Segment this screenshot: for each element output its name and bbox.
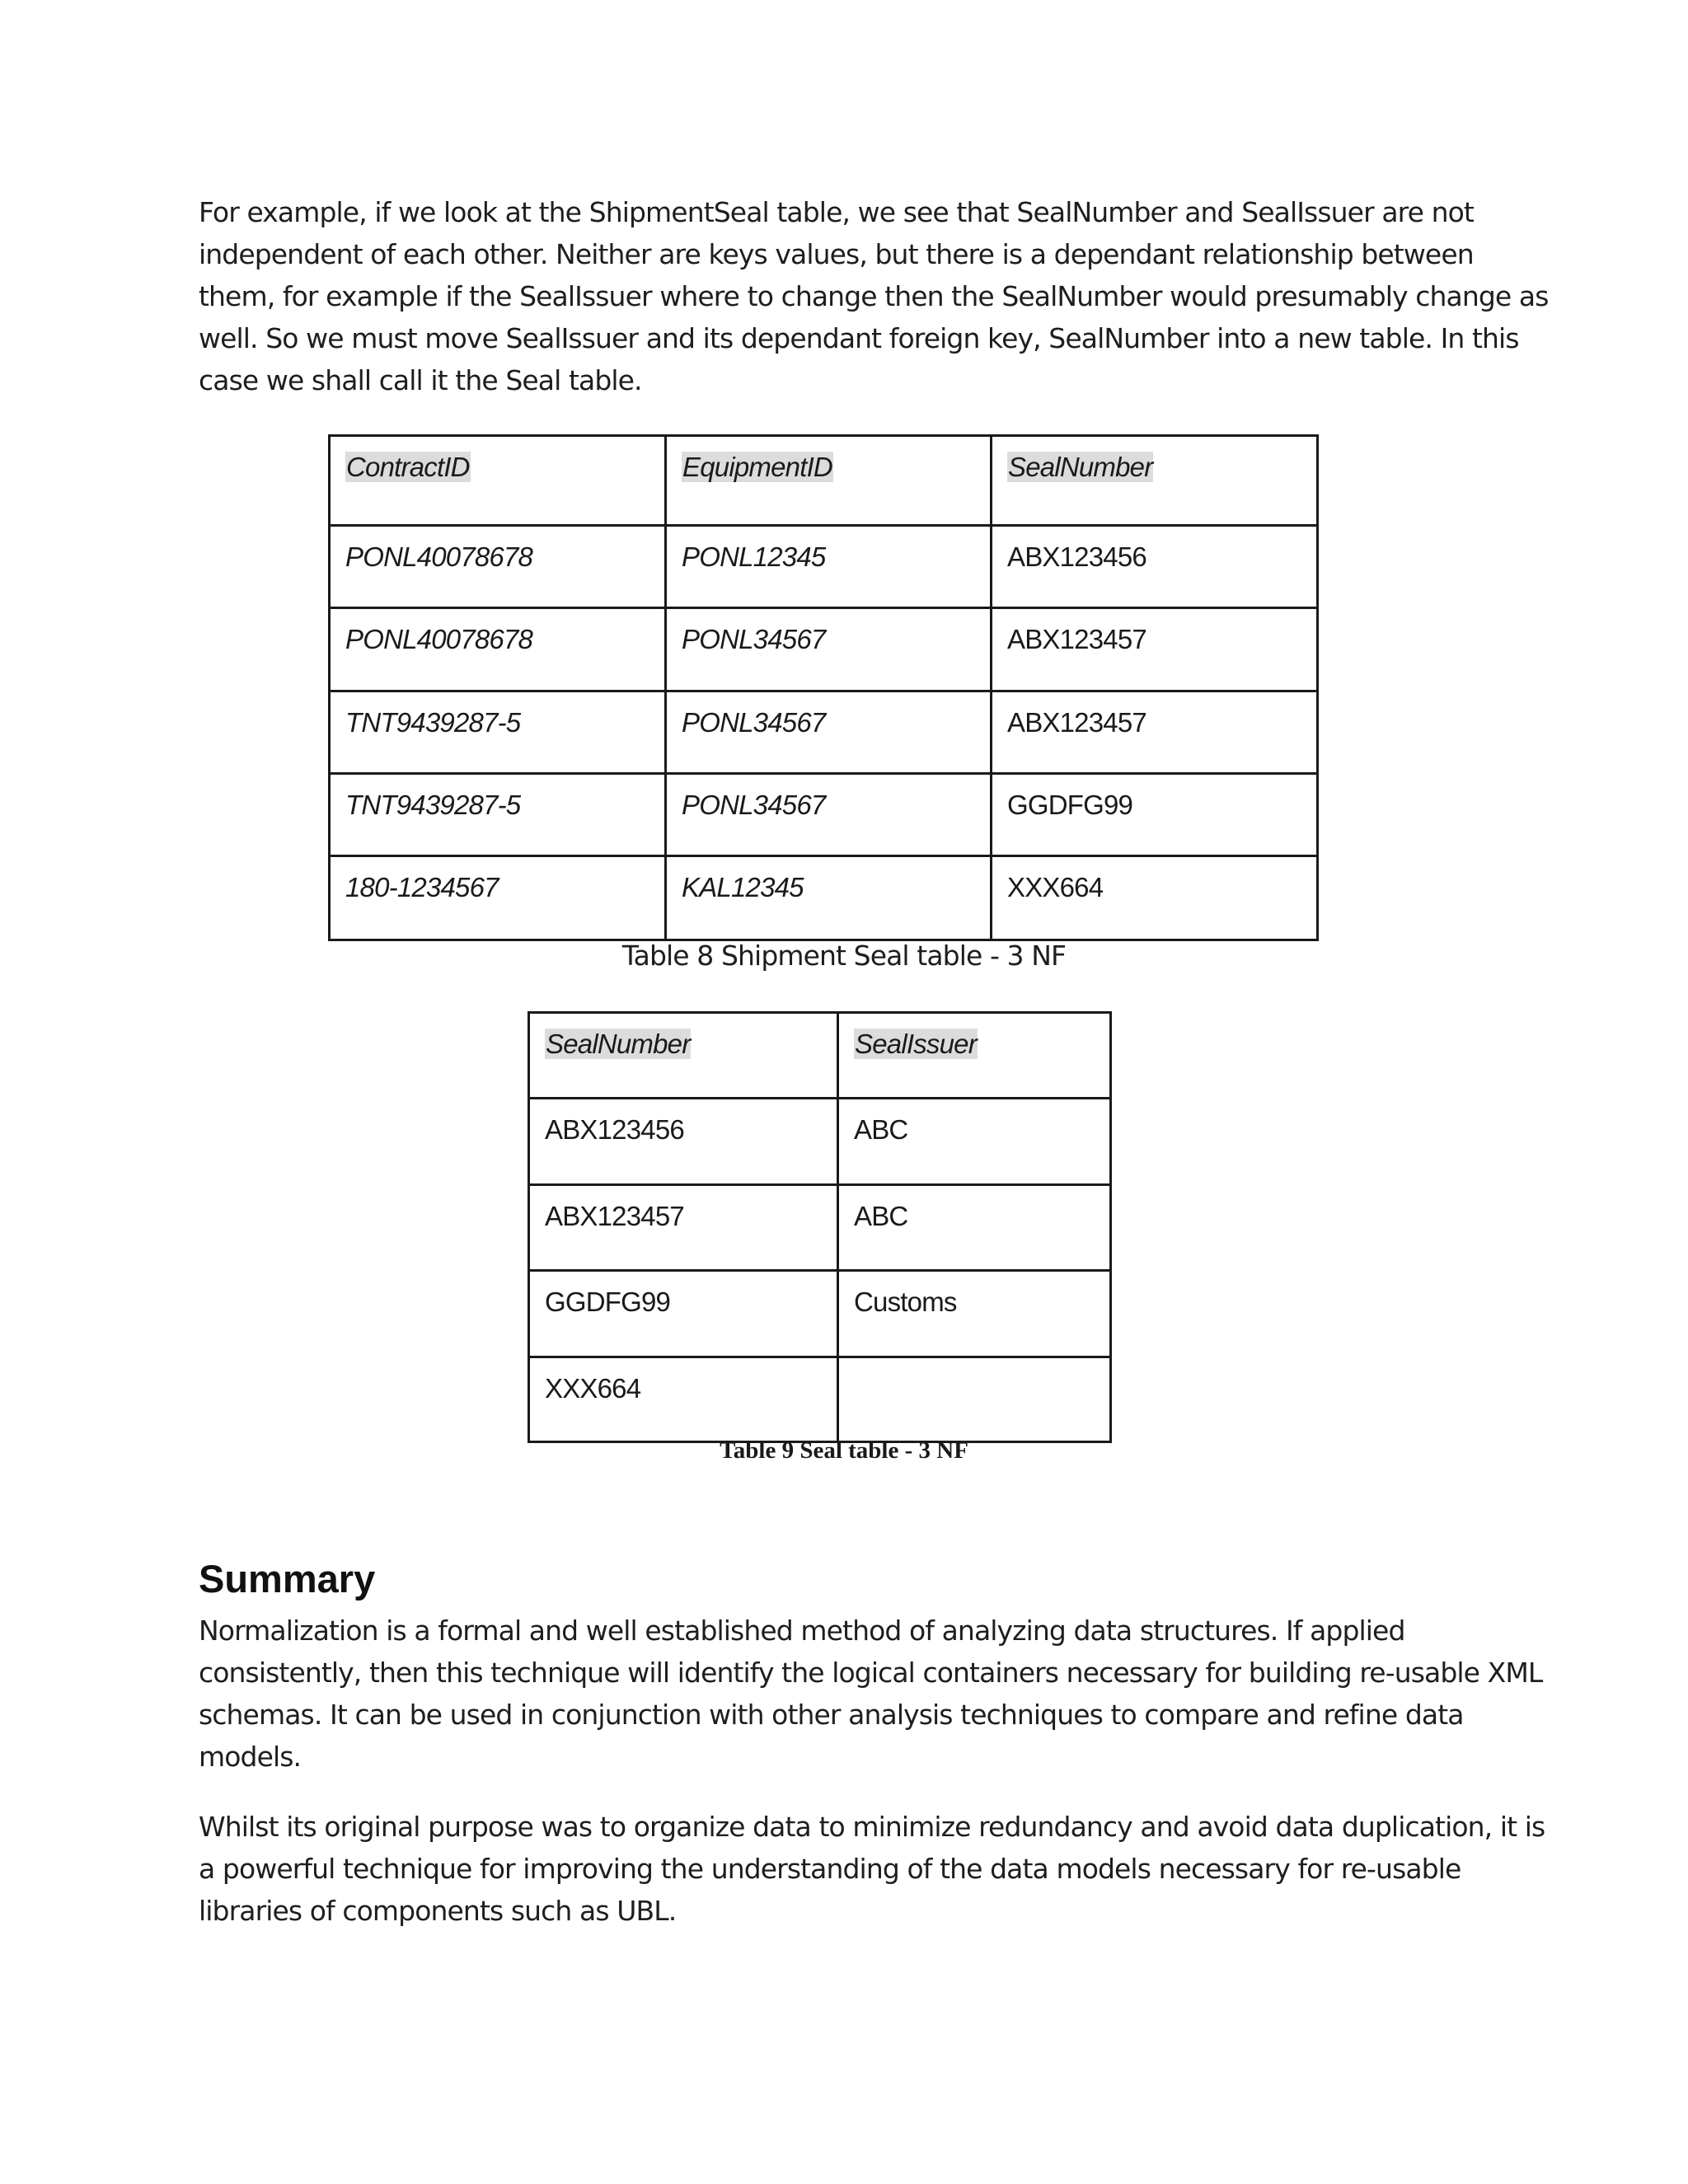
cell-seal-number: ABX123456 [529,1099,838,1185]
table-row [330,691,1318,774]
seal-table [528,1011,1112,1443]
cell-seal-issuer: ABC [838,1185,1111,1271]
summary-line: a powerful technique for improving the understanding of the data models necessary for re-usable [199,1853,1461,1885]
header-cell [330,436,666,526]
table-row [529,1357,1111,1442]
intro-line: them, for example if the SealIssuer where to change then the SealNumber would presumably change as [199,280,1549,312]
cell-equipment-id: KAL12345 [666,856,992,940]
intro-line: well. So we must move SealIssuer and its dependant foreign key, SealNumber into a new table. In this [199,322,1519,354]
intro-line: For example, if we look at the ShipmentSeal table, we see that SealNumber and SealIssuer are not [199,196,1474,228]
cell-seal-number: ABX123456 [992,526,1318,608]
cell-seal-issuer: Customs [838,1271,1111,1357]
table-row [330,856,1318,940]
header-cell [529,1013,838,1099]
table-8-caption: Table 8 Shipment Seal table - 3 NF [621,940,1067,972]
table-9-caption: Table 9 Seal table - 3 NF [720,1437,968,1464]
table-header-row [529,1013,1111,1099]
cell-contract-id: TNT9439287-5 [330,691,666,774]
shipment-seal-table [328,434,1319,941]
table-row [529,1099,1111,1185]
cell-contract-id: PONL40078678 [330,526,666,608]
table-row [529,1271,1111,1357]
header-cell [838,1013,1111,1099]
header-seal-number: SealNumber [1008,452,1153,482]
header-seal-number: SealNumber [546,1029,691,1059]
summary-heading: Summary [199,1557,376,1601]
cell-equipment-id: PONL34567 [666,691,992,774]
cell-contract-id: TNT9439287-5 [330,774,666,856]
summary-paragraph-2 [199,1806,1545,1932]
table-header-row [330,436,1318,526]
cell-seal-issuer [838,1357,1111,1442]
header-contract-id: ContractID [346,452,470,482]
intro-paragraph [199,191,1549,401]
header-seal-issuer: SealIssuer [855,1029,977,1059]
cell-equipment-id: PONL34567 [666,774,992,856]
header-cell [666,436,992,526]
cell-seal-number: GGDFG99 [529,1271,838,1357]
summary-line: consistently, then this technique will identify the logical containers necessary for building re-usable XML [199,1657,1543,1689]
table-row [330,526,1318,608]
header-cell [992,436,1318,526]
cell-seal-number: XXX664 [529,1357,838,1442]
intro-line: independent of each other. Neither are keys values, but there is a dependant relationship between [199,238,1474,270]
table-row [529,1185,1111,1271]
cell-seal-number: ABX123457 [529,1185,838,1271]
table-row [330,608,1318,691]
summary-line: libraries of components such as UBL. [199,1895,677,1927]
summary-line: schemas. It can be used in conjunction with other analysis techniques to compare and refine data [199,1699,1464,1731]
cell-contract-id: PONL40078678 [330,608,666,691]
cell-seal-number: GGDFG99 [992,774,1318,856]
summary-line: Normalization is a formal and well established method of analyzing data structures. If applied [199,1615,1405,1647]
cell-seal-number: XXX664 [992,856,1318,940]
header-equipment-id: EquipmentID [682,452,832,482]
table-row [330,774,1318,856]
intro-line: case we shall call it the Seal table. [199,364,642,396]
cell-contract-id: 180-1234567 [330,856,666,940]
cell-equipment-id: PONL12345 [666,526,992,608]
cell-seal-number: ABX123457 [992,691,1318,774]
summary-line: Whilst its original purpose was to organize data to minimize redundancy and avoid data duplication, it is [199,1811,1545,1843]
cell-seal-issuer: ABC [838,1099,1111,1185]
summary-line: models. [199,1741,302,1773]
summary-paragraph-1 [199,1610,1543,1778]
cell-equipment-id: PONL34567 [666,608,992,691]
cell-seal-number: ABX123457 [992,608,1318,691]
